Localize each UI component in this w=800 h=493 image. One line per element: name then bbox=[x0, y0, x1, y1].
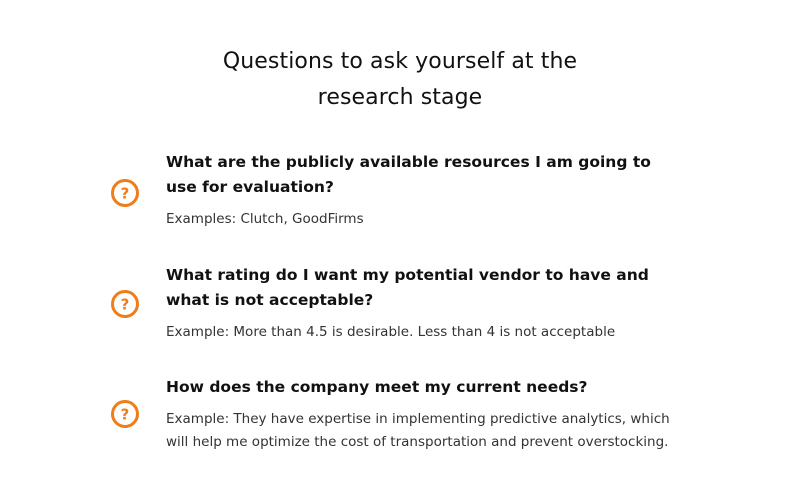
question-text-block bbox=[166, 150, 686, 231]
question-circle-icon bbox=[110, 289, 140, 319]
question-text-block bbox=[166, 263, 686, 344]
question-text: What rating do I want my potential vendor to have and what is not acceptable? bbox=[166, 266, 649, 309]
example-text: Example: They have expertise in implementing predictive analytics, which will help me optimize the cost of transportation and prevent overstocking. bbox=[166, 411, 670, 450]
question-circle-icon bbox=[110, 178, 140, 208]
question-text: How does the company meet my current needs? bbox=[166, 378, 588, 396]
question-text: What are the publicly available resources I am going to use for evaluation? bbox=[166, 153, 651, 196]
svg-text:?: ? bbox=[120, 184, 130, 203]
example-text: Example: More than 4.5 is desirable. Less than 4 is not acceptable bbox=[166, 324, 616, 340]
page-title bbox=[0, 44, 800, 116]
page-title-line-2: research stage bbox=[317, 85, 483, 110]
question-circle-icon bbox=[110, 399, 140, 429]
example-text: Examples: Clutch, GoodFirms bbox=[166, 211, 364, 227]
page-title-line-1: Questions to ask yourself at the bbox=[222, 49, 578, 74]
svg-text:?: ? bbox=[120, 295, 130, 314]
svg-text:?: ? bbox=[120, 405, 130, 424]
question-text-block bbox=[166, 375, 686, 454]
